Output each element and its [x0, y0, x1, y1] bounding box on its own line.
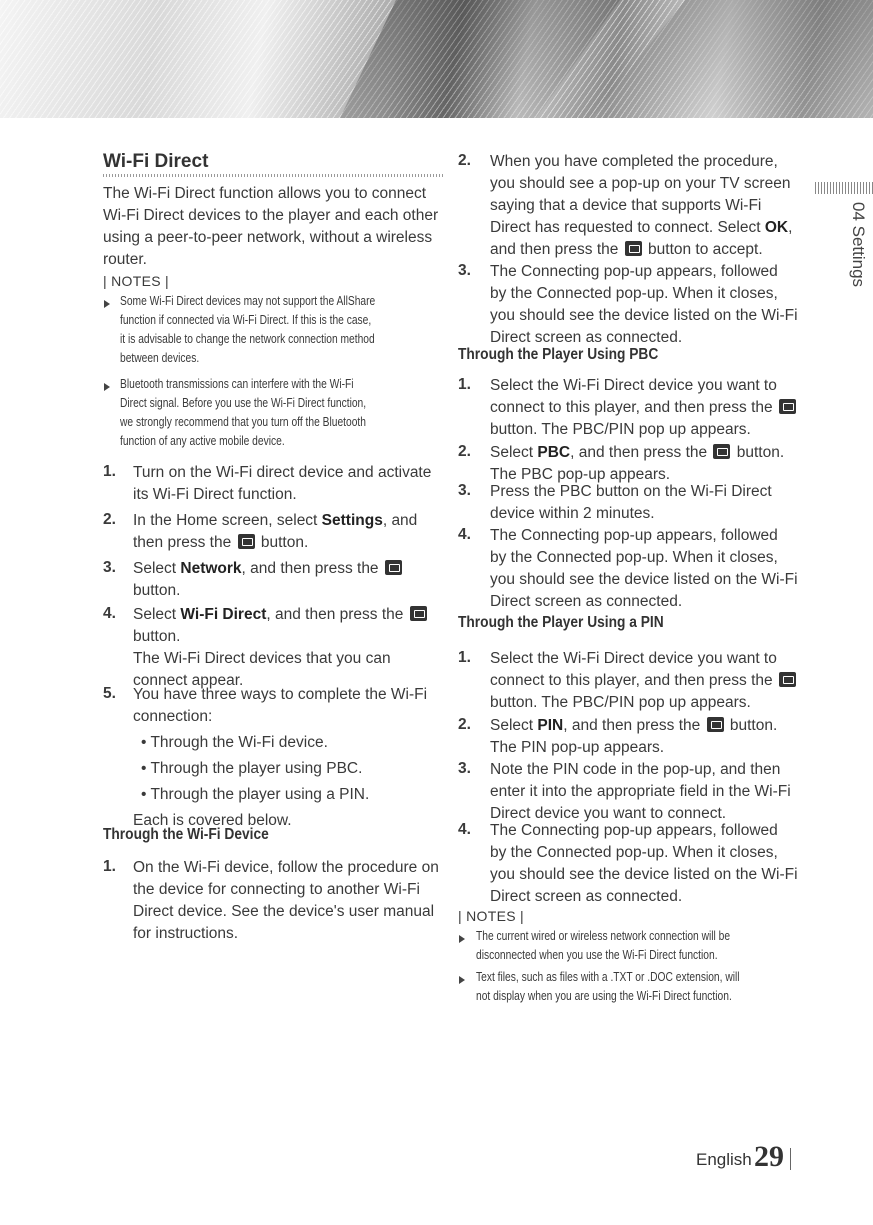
option-item: Through the Wi-Fi device.: [150, 734, 328, 751]
step-line: , and then press the: [563, 717, 705, 734]
section-heading: Through the Player Using PBC: [458, 346, 659, 363]
intro-paragraph: [103, 183, 438, 271]
step-line: for instructions.: [133, 925, 239, 942]
step-line: by the Connected pop-up. When it closes,: [490, 285, 778, 302]
step-text: [490, 525, 798, 613]
step-line: Each is covered below.: [133, 812, 292, 829]
enter-button-icon: [779, 672, 796, 687]
step-line: Direct device. See the device's user manual: [133, 903, 435, 920]
step-line: you should see a pop-up on your TV screen: [490, 175, 791, 192]
title-divider: [103, 174, 445, 177]
step-line: The Connecting pop-up appears, followed: [490, 822, 778, 839]
step-number: 4.: [458, 821, 471, 838]
side-tab-stripes: [815, 182, 873, 194]
step-line: The Connecting pop-up appears, followed: [490, 527, 778, 544]
intro-line: Wi-Fi Direct devices to the player and each other: [103, 207, 439, 224]
step-line: Direct device you want to connect.: [490, 805, 727, 822]
note-line: we strongly recommend that you turn off the Bluetooth: [120, 415, 366, 429]
step-line: , and then press the: [266, 606, 408, 623]
step-line: you should see the device listed on the Wi-Fi: [490, 866, 798, 883]
step-line: Select the Wi-Fi Direct device you want to: [490, 377, 777, 394]
step-text: [490, 375, 798, 441]
note-line: Bluetooth transmissions can interfere with the Wi-Fi: [120, 377, 354, 391]
step-line: Direct has requested to connect. Select: [490, 219, 765, 236]
step-line: You have three ways to complete the Wi-Fi: [133, 686, 428, 703]
step-number: 4.: [103, 605, 116, 622]
step-line: button. The PBC/PIN pop up appears.: [490, 694, 751, 711]
bullet-dot: •: [141, 734, 151, 751]
option-list: [133, 732, 427, 806]
step-line: Select: [490, 717, 538, 734]
step-line: then press the: [133, 534, 236, 551]
enter-button-icon: [707, 717, 724, 732]
step-line: enter it into the appropriate field in the Wi-Fi: [490, 783, 791, 800]
step-line: Select: [490, 444, 538, 461]
step-line: by the Connected pop-up. When it closes,: [490, 844, 778, 861]
step-line: Note the PIN code in the pop-up, and then: [490, 761, 781, 778]
banner-decoration: [340, 0, 620, 118]
note-line: function if connected via Wi-Fi Direct. If this is the case,: [120, 313, 372, 327]
step-line: In the Home screen, select: [133, 512, 322, 529]
step-line: When you have completed the procedure,: [490, 153, 778, 170]
note-item: [120, 375, 366, 451]
step-text: [490, 442, 784, 486]
step-line: saying that a device that supports Wi-Fi: [490, 197, 762, 214]
step-text: [490, 715, 777, 759]
note-line: Text files, such as files with a .TXT or .DOC extension, will: [476, 970, 740, 984]
notes-heading: | NOTES |: [103, 273, 169, 289]
step-line: ,: [788, 219, 793, 236]
step-line: Direct screen as connected.: [490, 593, 683, 610]
step-number: 2.: [458, 443, 471, 460]
pin-keyword: PIN: [537, 717, 564, 734]
step-text: [133, 857, 439, 945]
step-number: 3.: [458, 262, 471, 279]
step-number: 2.: [458, 716, 471, 733]
intro-line: router.: [103, 251, 147, 268]
note-bullet-icon: [459, 935, 465, 943]
step-line: button.: [133, 628, 181, 645]
step-line: by the Connected pop-up. When it closes,: [490, 549, 778, 566]
header-banner: [0, 0, 873, 118]
step-line: The PBC pop-up appears.: [490, 466, 671, 483]
step-line: button.: [256, 534, 309, 551]
section-heading: Through the Player Using a PIN: [458, 614, 664, 631]
bullet-dot: •: [141, 760, 151, 777]
step-line: The Connecting pop-up appears, followed: [490, 263, 778, 280]
step-line: The PIN pop-up appears.: [490, 739, 665, 756]
note-bullet-icon: [104, 383, 110, 391]
step-line: Press the PBC button on the Wi-Fi Direct: [490, 483, 772, 500]
enter-button-icon: [238, 534, 255, 549]
step-number: 3.: [458, 482, 471, 499]
chapter-label: 04 Settings: [849, 202, 868, 288]
step-line: its Wi-Fi Direct function.: [133, 486, 297, 503]
step-text: [490, 759, 791, 825]
step-text: [133, 558, 404, 602]
option-item: Through the player using a PIN.: [150, 786, 370, 803]
step-number: 2.: [458, 152, 471, 169]
step-text: [490, 648, 798, 714]
step-text: [490, 261, 798, 349]
step-number: 1.: [103, 858, 116, 875]
note-item: [120, 292, 375, 368]
step-text: [133, 462, 431, 506]
step-line: connection:: [133, 708, 213, 725]
step-text: [490, 820, 798, 908]
note-bullet-icon: [459, 976, 465, 984]
step-line: connect to this player, and then press the: [490, 672, 777, 689]
step-number: 3.: [103, 559, 116, 576]
step-text: [133, 510, 417, 554]
step-line: Direct screen as connected.: [490, 329, 683, 346]
footer-language: English: [696, 1150, 752, 1169]
step-line: Select the Wi-Fi Direct device you want to: [490, 650, 777, 667]
step-line: Select: [133, 606, 181, 623]
note-line: function of any active mobile device.: [120, 434, 285, 448]
pbc-keyword: PBC: [537, 444, 571, 461]
step-number: 3.: [458, 760, 471, 777]
step-line: you should see the device listed on the Wi-Fi: [490, 571, 798, 588]
step-line: button to accept.: [643, 241, 763, 258]
ok-keyword: OK: [764, 219, 789, 236]
intro-line: using a peer-to-peer network, without a wireless: [103, 229, 433, 246]
enter-button-icon: [385, 560, 402, 575]
note-item: [476, 968, 740, 1006]
enter-button-icon: [779, 399, 796, 414]
step-text: [490, 481, 772, 525]
step-number: 1.: [458, 649, 471, 666]
wifi-direct-keyword: Wi-Fi Direct: [180, 606, 267, 623]
step-line: button. The PBC/PIN pop up appears.: [490, 421, 751, 438]
intro-line: The Wi-Fi Direct function allows you to connect: [103, 185, 427, 202]
step-text: [490, 151, 792, 261]
footer-divider: [790, 1148, 791, 1170]
bullet-dot: •: [141, 786, 151, 803]
settings-keyword: Settings: [321, 512, 383, 529]
note-line: The current wired or wireless network connection will be: [476, 929, 731, 943]
step-number: 5.: [103, 685, 116, 702]
step-line: Turn on the Wi-Fi direct device and activate: [133, 464, 432, 481]
note-bullet-icon: [104, 300, 110, 308]
step-line: you should see the device listed on the Wi-Fi: [490, 307, 798, 324]
chapter-side-tab: [815, 182, 873, 302]
note-line: between devices.: [120, 351, 200, 365]
page-title: Wi-Fi Direct: [103, 151, 209, 172]
step-number: 1.: [103, 463, 116, 480]
step-line: , and then press the: [241, 560, 383, 577]
network-keyword: Network: [180, 560, 242, 577]
step-line: the device for connecting to another Wi-Fi: [133, 881, 420, 898]
note-line: Some Wi-Fi Direct devices may not support the AllShare: [120, 294, 376, 308]
option-item: Through the player using PBC.: [150, 760, 363, 777]
page-number: 29: [754, 1140, 784, 1173]
step-text: [133, 684, 427, 832]
step-number: 4.: [458, 526, 471, 543]
step-line: , and then press the: [570, 444, 712, 461]
step-line: button.: [732, 444, 785, 461]
step-line: button.: [725, 717, 778, 734]
step-line: Direct screen as connected.: [490, 888, 683, 905]
step-line: , and: [382, 512, 418, 529]
step-number: 2.: [103, 511, 116, 528]
step-line: On the Wi-Fi device, follow the procedure on: [133, 859, 439, 876]
note-item: [476, 927, 730, 965]
step-line: The Wi-Fi Direct devices that you can: [133, 650, 391, 667]
notes-heading: | NOTES |: [458, 908, 524, 924]
step-line: Select: [133, 560, 181, 577]
step-line: button.: [133, 582, 181, 599]
step-line: device within 2 minutes.: [490, 505, 655, 522]
enter-button-icon: [625, 241, 642, 256]
note-line: disconnected when you use the Wi-Fi Direct function.: [476, 948, 718, 962]
section-heading: Through the Wi-Fi Device: [103, 826, 269, 843]
note-line: not display when you are using the Wi-Fi Direct function.: [476, 989, 732, 1003]
note-line: Direct signal. Before you use the Wi-Fi Direct function,: [120, 396, 367, 410]
enter-button-icon: [410, 606, 427, 621]
step-line: connect appear.: [133, 672, 244, 689]
step-line: and then press the: [490, 241, 623, 258]
note-line: it is advisable to change the network connection method: [120, 332, 375, 346]
enter-button-icon: [713, 444, 730, 459]
step-line: connect to this player, and then press the: [490, 399, 777, 416]
step-text: [133, 604, 429, 692]
step-number: 1.: [458, 376, 471, 393]
